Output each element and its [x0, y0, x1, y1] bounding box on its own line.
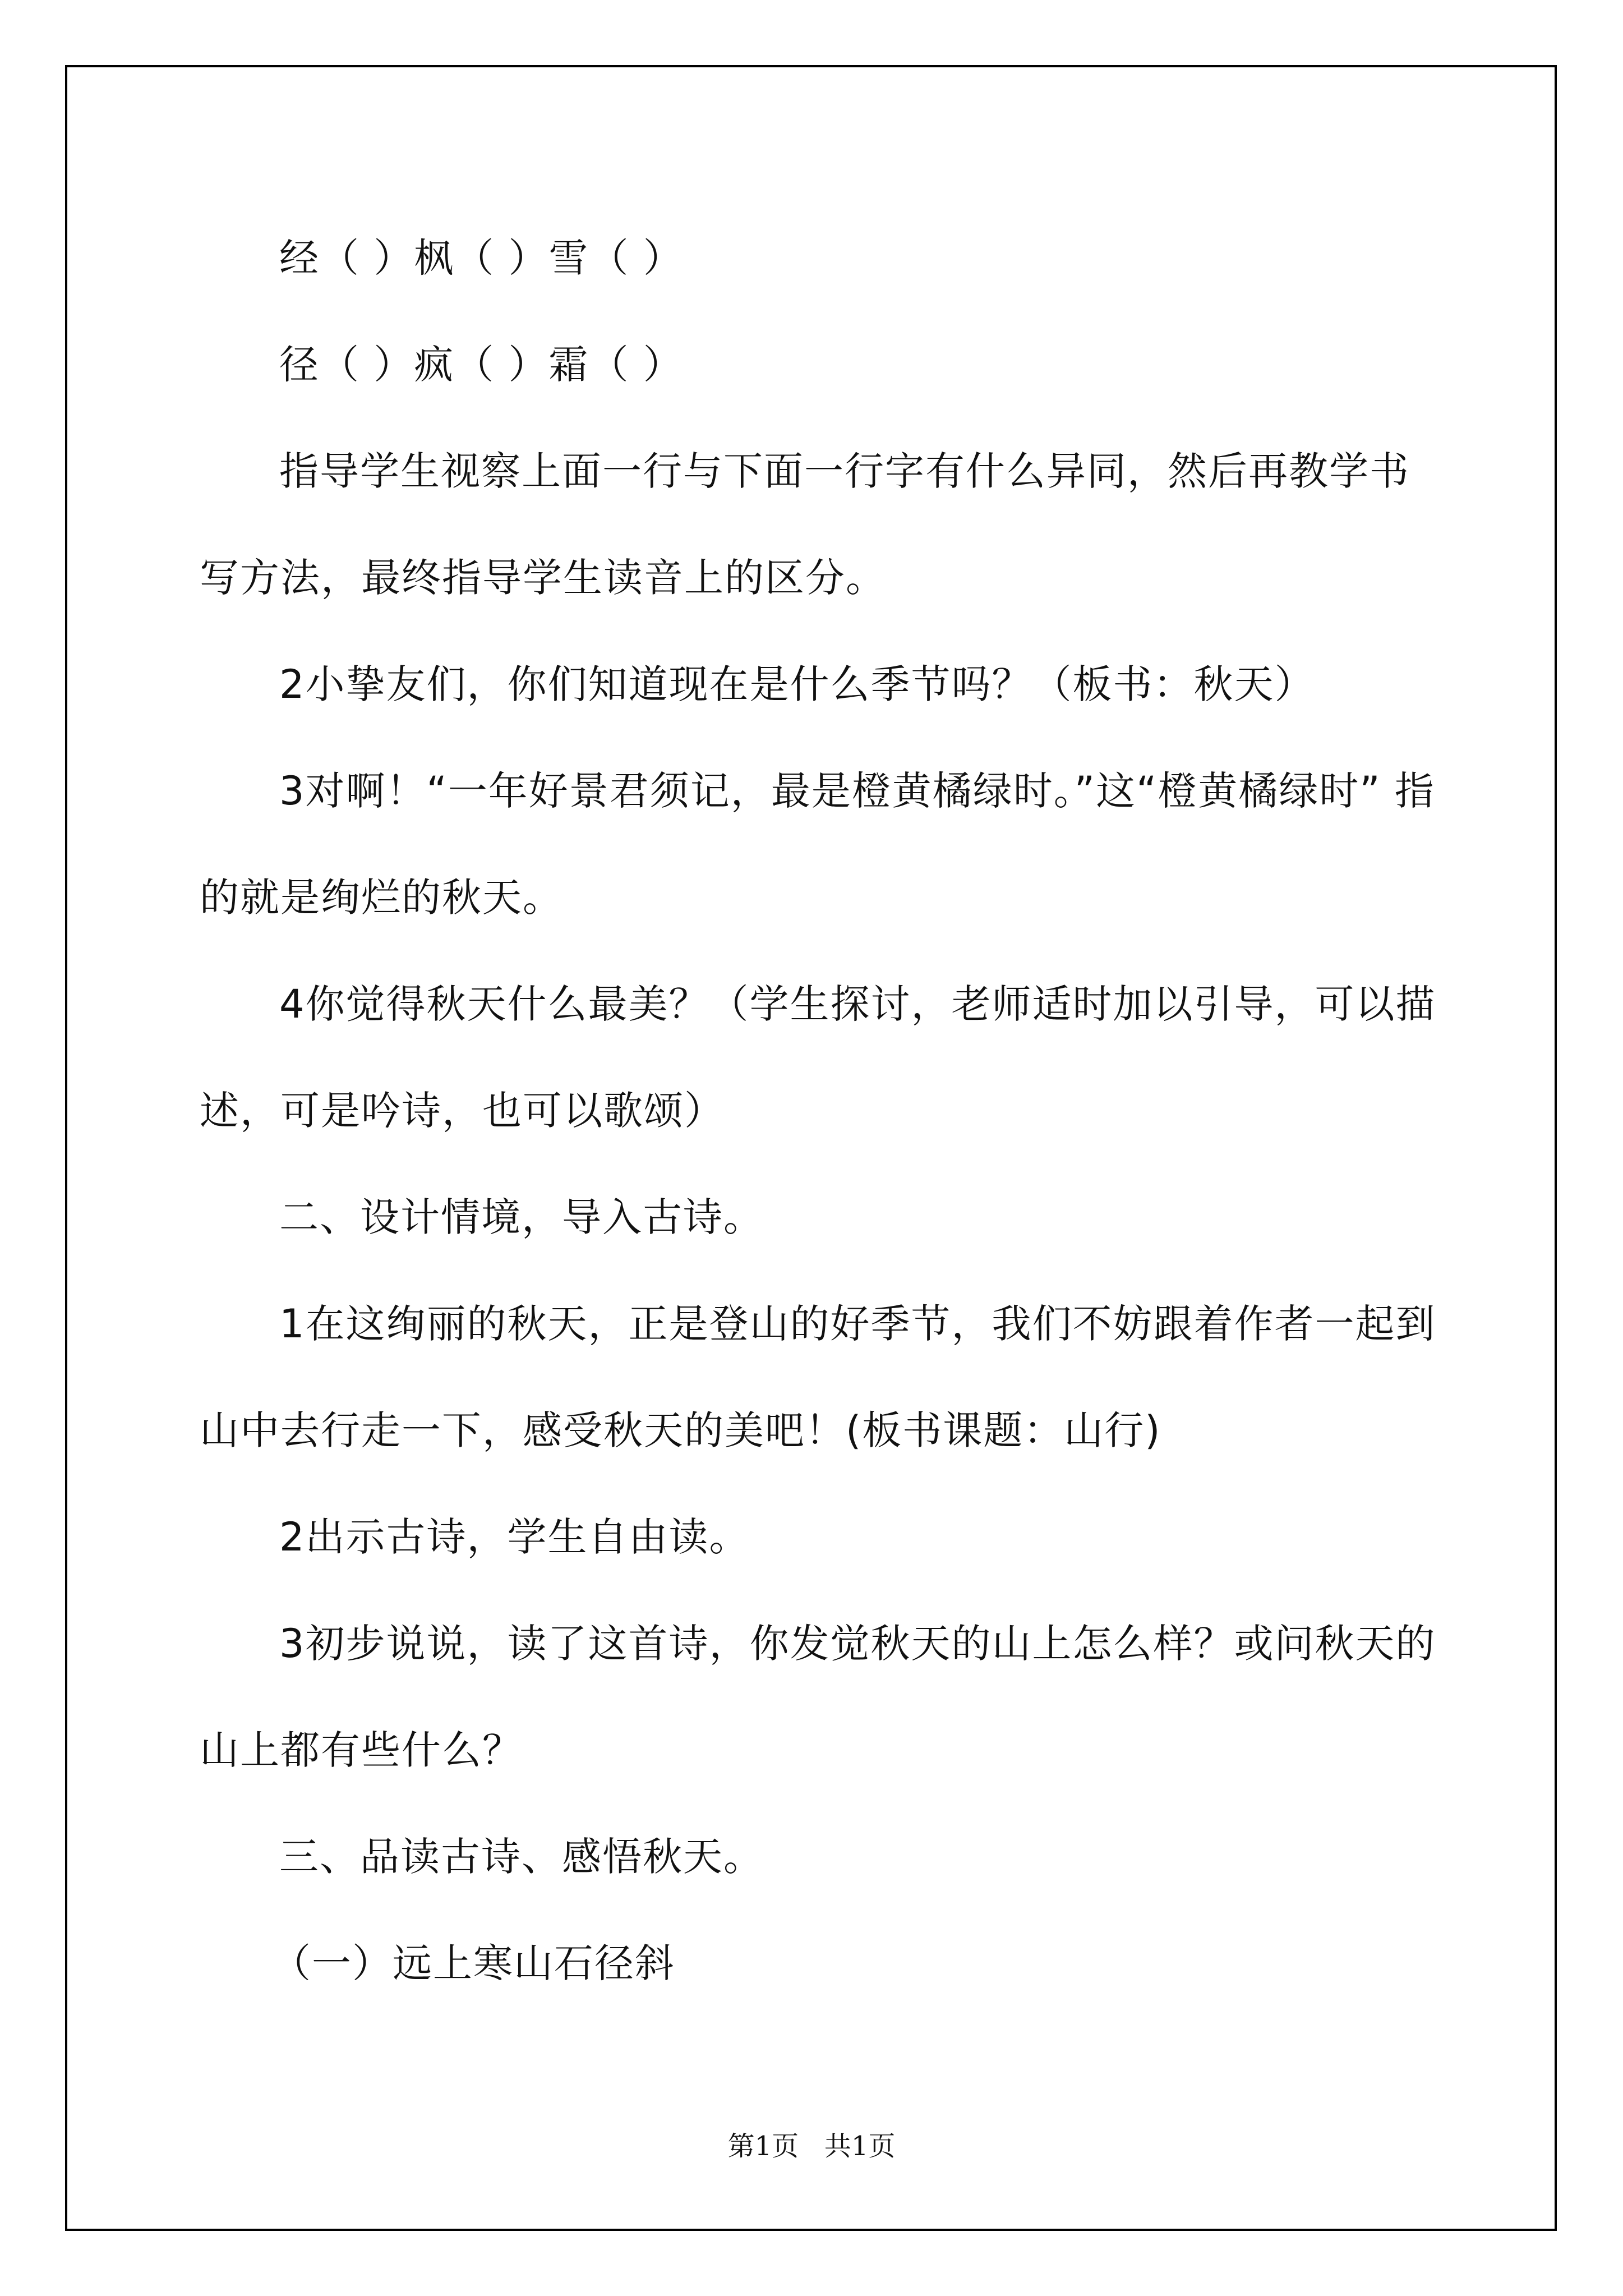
section-heading-2: 二、设计情境，导入古诗。 — [279, 1194, 764, 1240]
paragraph-5: 3对啊！“一年好景君须记，最是橙黄橘绿时。”这“橙黄橘绿时” 指的就是绚烂的秋天。 — [200, 768, 1435, 921]
document-body — [200, 205, 1439, 2017]
paragraph-6: 4你觉得秋天什么最美？（学生探讨，老师适时加以引导，可以描述，可是吟诗，也可以歌颂） — [200, 981, 1436, 1134]
paragraph-2: 径（ ）疯（ ）霜（ ） — [279, 342, 684, 388]
paragraph-10: 3初步说说，读了这首诗，你发觉秋天的山上怎么样？或问秋天的山上都有些什么？ — [200, 1621, 1436, 1773]
paragraph-3: 指导学生视察上面一行与下面一行字有什么异同，然后再教学书写方法，最终指导学生读音上的区分。 — [200, 448, 1410, 601]
section-heading-3: 三、品读古诗、感悟秋天。 — [279, 1834, 764, 1880]
paragraph-8: 1在这绚丽的秋天，正是登山的好季节，我们不妨跟着作者一起到山中去行走一下，感受秋天的美吧！(板书课题：山行) — [200, 1301, 1436, 1453]
paragraph-4: 2小挚友们，你们知道现在是什么季节吗？（板书：秋天） — [279, 661, 1315, 707]
subsection-heading-1: （一）远上寒山石径斜 — [271, 1940, 675, 1986]
paragraph-1: 经（ ）枫（ ）雪（ ） — [279, 235, 684, 281]
page-number-footer: 第1页 共1页 — [727, 2131, 896, 2162]
paragraph-9: 2出示古诗，学生自由读。 — [279, 1514, 750, 1560]
